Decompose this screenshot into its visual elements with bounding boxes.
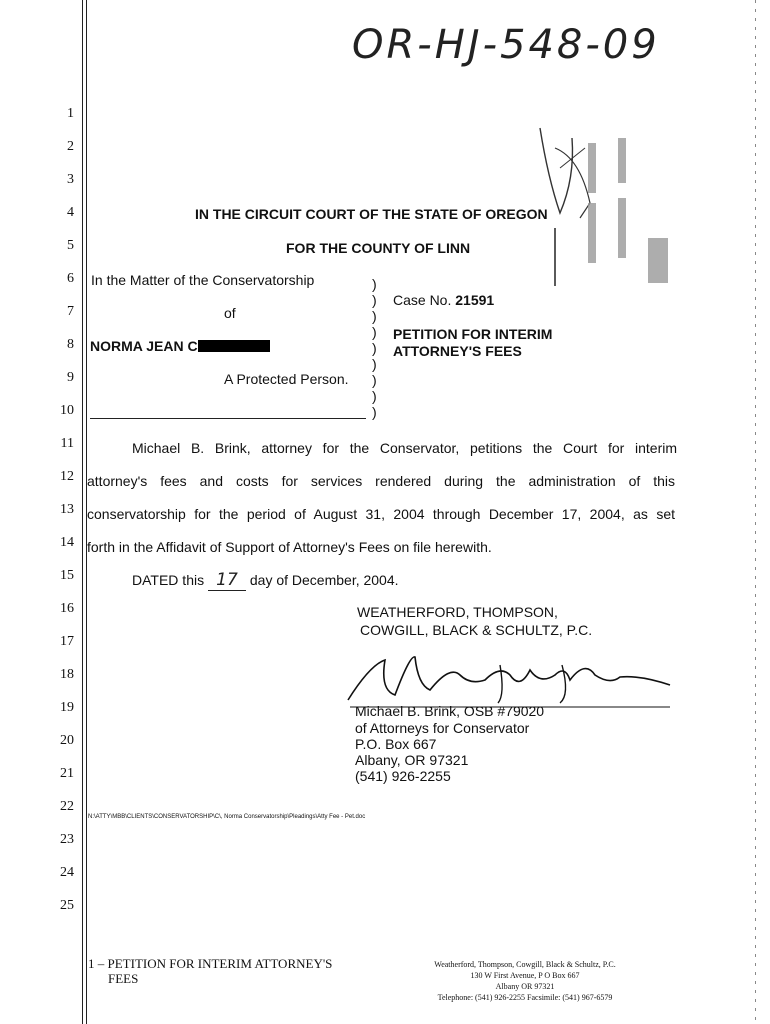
caption-paren: ) — [372, 372, 377, 388]
footer-phone: Telephone: (541) 926-2255 Facsimile: (541) 967-6579 — [437, 993, 613, 1002]
right-margin-line — [755, 0, 756, 1024]
caption-underline — [90, 418, 366, 419]
firm-line2: COWGILL, BLACK & SCHULTZ, P.C. — [360, 622, 593, 638]
signer-name: Michael B. Brink, OSB #79020 — [355, 703, 545, 719]
left-margin-line-outer — [82, 0, 83, 1024]
body-line-2: attorney's fees and costs for services rendered during the administration of this — [87, 473, 675, 489]
line-number: 6 — [67, 271, 74, 286]
body-line-4: forth in the Affidavit of Support of Attorney's Fees on file herewith. — [87, 539, 492, 555]
line-number: 10 — [60, 403, 74, 418]
line-number: 1 — [67, 106, 74, 121]
file-path: N:\ATTY\MBB\CLIENTS\CONSERVATORSHIP\C\, Norma Conservatorship\Pleadings\Atty Fee - Pet.doc — [88, 814, 366, 820]
footer-address2: Albany OR 97321 — [495, 982, 555, 991]
line-number: 12 — [60, 469, 74, 484]
caption-paren: ) — [372, 308, 377, 324]
signer-city: Albany, OR 97321 — [355, 752, 469, 768]
line-number: 8 — [67, 337, 74, 352]
petition-title-line1: PETITION FOR INTERIM — [393, 326, 553, 342]
line-number: 4 — [67, 205, 74, 220]
line-number: 11 — [60, 436, 74, 451]
line-number: 2 — [67, 139, 74, 154]
caption-paren: ) — [372, 324, 377, 340]
line-number: 18 — [60, 667, 74, 682]
of-line: of — [224, 305, 236, 321]
line-number: 19 — [60, 700, 74, 715]
case-number: Case No. 21591 — [393, 292, 495, 308]
signer-phone: (541) 926-2255 — [355, 768, 451, 784]
protected-person-label: A Protected Person. — [224, 371, 349, 387]
caption-paren: ) — [372, 356, 377, 372]
body-line-3: conservatorship for the period of August 31, 2004 through December 17, 2004, as set — [87, 506, 675, 522]
line-number: 5 — [67, 238, 74, 253]
body-line-1: Michael B. Brink, attorney for the Conservator, petitions the Court for interim — [132, 440, 677, 456]
line-number: 22 — [60, 799, 74, 814]
line-number: 14 — [60, 535, 74, 550]
line-number: 13 — [60, 502, 74, 517]
caption-paren: ) — [372, 292, 377, 308]
footer-address1: 130 W First Avenue, P O Box 667 — [470, 971, 580, 980]
dated-line: DATED this 17 day of December, 2004. — [132, 570, 399, 590]
line-number: 25 — [60, 898, 74, 913]
line-number: 21 — [60, 766, 74, 781]
caption-paren: ) — [372, 404, 377, 420]
handwritten-case-number: OR-HJ-548-09 — [352, 22, 660, 68]
matter-line: In the Matter of the Conservatorship — [91, 272, 315, 288]
signer-role: of Attorneys for Conservator — [355, 720, 530, 736]
line-number: 24 — [60, 865, 74, 880]
line-number: 7 — [67, 304, 74, 319]
line-number: 15 — [60, 568, 74, 583]
petition-title-line2: ATTORNEY'S FEES — [393, 343, 522, 359]
footer-page-title-line2: FEES — [108, 971, 139, 986]
caption-paren: ) — [372, 340, 377, 356]
caption-paren: ) — [372, 388, 377, 404]
line-number: 16 — [60, 601, 74, 616]
firm-line1: WEATHERFORD, THOMPSON, — [357, 604, 558, 620]
line-number: 23 — [60, 832, 74, 847]
signer-box: P.O. Box 667 — [355, 736, 437, 752]
protected-person-name: NORMA JEAN C — [90, 338, 270, 354]
caption-paren: ) — [372, 276, 377, 292]
line-number: 3 — [67, 172, 74, 187]
county-heading: FOR THE COUNTY OF LINN — [286, 240, 471, 256]
court-heading: IN THE CIRCUIT COURT OF THE STATE OF OREGON — [195, 206, 548, 222]
footer-firm-name: Weatherford, Thompson, Cowgill, Black & Schultz, P.C. — [434, 960, 616, 969]
footer-page-title-line1: 1 – PETITION FOR INTERIM ATTORNEY'S — [88, 956, 333, 971]
redaction-bar — [198, 340, 270, 352]
line-number: 17 — [60, 634, 74, 649]
line-number: 9 — [67, 370, 74, 385]
line-number: 20 — [60, 733, 74, 748]
dated-day: 17 — [208, 570, 246, 591]
